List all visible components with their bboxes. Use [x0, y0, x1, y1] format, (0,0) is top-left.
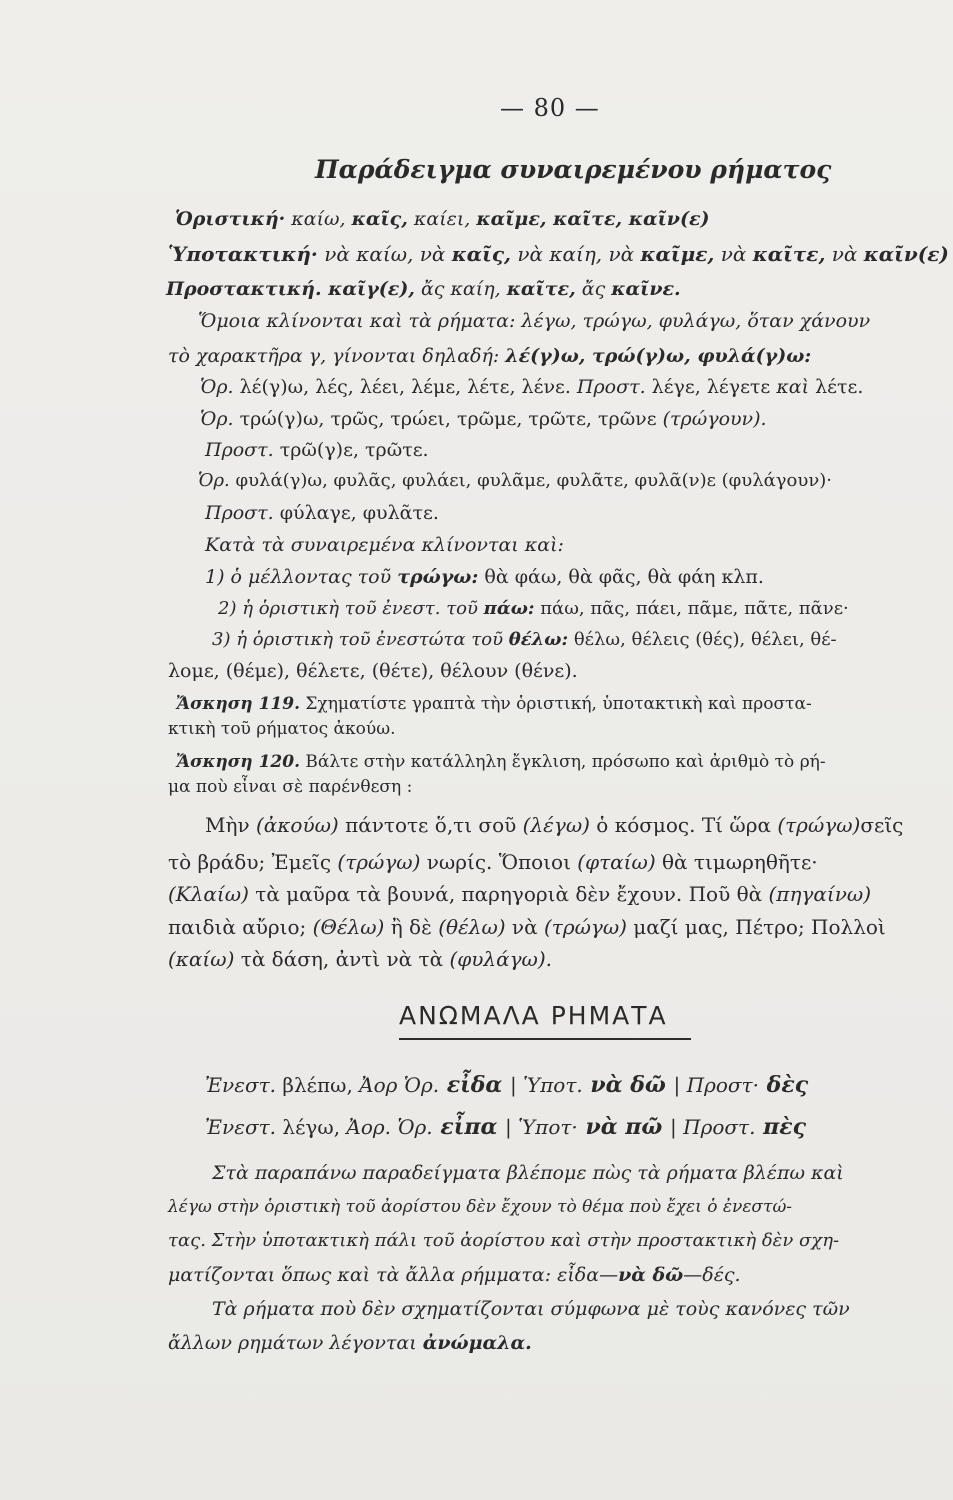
text-italic: 3) ἡ ὁριστικὴ τοῦ ἐνεστώτα τοῦ — [212, 629, 509, 650]
text-line: λομε, (θέμε), θέλετε, (θέτε), θέλουν (θένε). — [168, 660, 578, 682]
text-line — [200, 374, 863, 400]
exercise-line — [176, 749, 826, 775]
text: ὁ κόσμος. Τί ὥρα — [589, 813, 778, 837]
text-italic: (φυλάγω). — [449, 947, 553, 971]
label: Ἐνεστ. — [205, 1073, 277, 1097]
text: θέλω, θέλεις (θές), θέλει, θέ- — [568, 629, 837, 650]
text-line — [212, 627, 837, 653]
text: —δές. — [683, 1264, 741, 1286]
text: ἢ δὲ — [384, 915, 439, 939]
text-italic: (λέγω) — [522, 813, 590, 837]
text-italic: (φταίω) — [577, 850, 656, 874]
text: λέγε, λέγετε — [645, 376, 777, 398]
text-italic: (τρώγουν). — [662, 408, 767, 430]
text: νωρίς. Ὅποιοι — [420, 850, 578, 874]
exercise-label: Ἄσκηση 119. — [176, 694, 300, 714]
exercise-line: κτικὴ τοῦ ρήματος ἀκούω. — [168, 719, 396, 739]
text: νὰ — [825, 242, 864, 266]
section-heading: ΑΝΩΜΑΛΑ ΡΗΜΑΤΑ — [399, 1001, 668, 1030]
exercise-text-line — [168, 849, 818, 875]
exercise-text-line — [168, 946, 552, 972]
text-bold: νὰ δῶ — [618, 1264, 684, 1286]
paragraph-line: Στὰ παραπάνω παραδείγματα βλέπομε πὼς τὰ ρήματα βλέπω καὶ — [212, 1162, 844, 1184]
separator: | — [673, 1073, 687, 1097]
text-bold: καῖμε, καῖτε, καῖν(ε) — [476, 208, 710, 230]
label: Ὑποτ. — [523, 1073, 583, 1097]
separator: | — [670, 1115, 684, 1139]
text: τὰ μαῦρα τὰ βουνά, παρηγοριὰ δὲν ἔχουν. Ποῦ θὰ — [248, 882, 769, 906]
text: Σχηματίστε γραπτὰ τὴν ὁριστική, ὑποτακτικὴ καὶ προστα- — [300, 694, 812, 714]
text-italic: 2) ἡ ὁριστικὴ τοῦ ἐνεστ. τοῦ — [218, 598, 484, 619]
text-bold: καῖν(ε) — [863, 242, 949, 266]
text: Μὴν — [205, 813, 256, 837]
text-italic: 1) ὁ μέλλοντας τοῦ — [205, 566, 398, 588]
text: λέτε. — [809, 376, 864, 398]
paragraph-line: Τὰ ρήματα ποὺ δὲν σχηματίζονται σύμφωνα μὲ τοὺς κανόνες τῶν — [212, 1298, 850, 1320]
label: Ἀορ. Ὁρ. — [346, 1115, 433, 1139]
label: Προστ. — [205, 502, 274, 524]
label: Ὁριστική· — [175, 208, 286, 230]
heading-underline — [399, 1038, 691, 1040]
paragraph-line — [168, 1262, 741, 1288]
text: φύλαγε, φυλᾶτε. — [273, 502, 439, 524]
text: ματίζονται ὅπως καὶ τὰ ἄλλα ρήμματα: εἶδα— — [168, 1264, 619, 1286]
text-italic: (τρώγω) — [777, 813, 861, 837]
exercise-label: Ἄσκηση 120. — [176, 752, 300, 772]
text-bold: καῖγ(ε), — [321, 278, 415, 300]
text: ἄς — [575, 278, 612, 300]
text: νὰ καίη, νὰ — [510, 242, 641, 266]
text: πάντοτε ὅ,τι σοῦ — [338, 813, 523, 837]
text-bold: πὲς — [755, 1114, 806, 1140]
text-line — [168, 343, 811, 369]
page-number: — 80 — — [500, 94, 600, 122]
text-line — [205, 564, 764, 590]
label: Προστ. — [205, 439, 274, 461]
verb-row — [205, 1072, 808, 1098]
text: νὰ — [505, 915, 544, 939]
text-bold: λέ(γ)ω, τρώ(γ)ω, φυλά(γ)ω: — [505, 345, 812, 367]
text-bold: καῖς, — [451, 242, 511, 266]
text-line — [166, 276, 681, 302]
text-line — [168, 241, 949, 267]
label: Προστ. — [576, 376, 646, 398]
label: Ὑποτακτική· — [168, 242, 318, 266]
exercise-text-line — [168, 881, 871, 907]
label: Προστ· — [686, 1073, 759, 1097]
text-bold: καῖς, — [351, 208, 408, 230]
text-bold: καῖτε, — [752, 242, 826, 266]
label: Προστακτική. — [166, 278, 322, 300]
text-bold: νὰ δῶ — [582, 1072, 674, 1098]
text-italic: (ἀκούω) — [255, 813, 339, 837]
text-italic: (πηγαίνω) — [768, 882, 871, 906]
text: τὰ δάση, ἀντὶ νὰ τὰ — [234, 947, 450, 971]
text-bold: καῖτε, — [506, 278, 576, 300]
text: ἄλλων ρημάτων λέγονται — [168, 1332, 423, 1354]
text: τὸ βράδυ; Ἐμεῖς — [168, 850, 338, 874]
text: λέγω, — [276, 1115, 347, 1139]
label: Ὁρ. — [200, 408, 234, 430]
text-line — [175, 206, 710, 232]
label: Προστ. — [683, 1115, 756, 1139]
exercise-text-line — [168, 914, 886, 940]
paragraph-line: λέγω στὴν ὁριστικὴ τοῦ ἀορίστου δὲν ἔχουν τὸ θέμα ποὺ ἔχει ὁ ἐνεστώ- — [168, 1197, 793, 1217]
text: Βάλτε στὴν κατάλληλη ἔγκλιση, πρόσωπο καὶ ἀριθμὸ τὸ ρή- — [300, 752, 826, 772]
exercise-line: μα ποὺ εἶναι σὲ παρένθεση : — [168, 777, 413, 797]
text-line — [205, 437, 429, 463]
section-title: Παράδειγμα συναιρεμένου ρήματος — [315, 155, 832, 184]
text: ἄς καίη, — [414, 278, 507, 300]
text-bold: δὲς — [758, 1072, 809, 1098]
text: μαζί μας, Πέτρο; Πολλοὶ — [626, 915, 886, 939]
text-line — [200, 406, 767, 432]
exercise-line — [176, 691, 812, 717]
text: φυλά(γ)ω, φυλᾶς, φυλάει, φυλᾶμε, φυλᾶτε, φυλᾶ(ν)ε (φυλάγουν)· — [229, 470, 833, 491]
text-italic: (Κλαίω) — [168, 882, 249, 906]
text-line: Κατὰ τὰ συναιρεμένα κλίνονται καὶ: — [205, 534, 564, 556]
paragraph-line: τας. Στὴν ὑποτακτικὴ πάλι τοῦ ἀορίστου καὶ στὴν προστακτικὴ δὲν σχη- — [168, 1230, 840, 1251]
text-italic: (καίω) — [168, 947, 235, 971]
text-italic: (Θέλω) — [312, 915, 385, 939]
label: Ἐνεστ. — [205, 1115, 277, 1139]
text: καίει, — [407, 208, 477, 230]
text: νὰ — [714, 242, 753, 266]
text: βλέπω, — [276, 1073, 360, 1097]
text-line — [198, 468, 832, 494]
text-italic: (τρώγω) — [543, 915, 627, 939]
text-bold: καῖνε. — [611, 278, 681, 300]
label: Ὑποτ· — [518, 1115, 578, 1139]
text-line — [205, 500, 439, 526]
text-italic: καὶ — [776, 376, 810, 398]
text: τὸ χαρακτῆρα γ, γίνονται δηλαδή: — [168, 345, 506, 367]
text: πάω, πᾶς, πάει, πᾶμε, πᾶτε, πᾶνε· — [534, 598, 849, 619]
label: Ὁρ. — [198, 470, 230, 491]
text-bold: εἶπα — [432, 1114, 506, 1140]
text-line — [218, 596, 849, 622]
text-bold: τρώγω: — [397, 566, 479, 588]
text-bold: ἀνώμαλα. — [422, 1332, 532, 1354]
text: θὰ τιμωρηθῆτε· — [655, 850, 818, 874]
text: θὰ φάω, θὰ φᾶς, θὰ φάη κλπ. — [478, 566, 764, 588]
separator: | — [510, 1073, 524, 1097]
verb-row — [205, 1114, 806, 1140]
text: λέ(γ)ω, λές, λέει, λέμε, λέτε, λένε. — [233, 376, 577, 398]
paragraph-line — [168, 1330, 532, 1356]
text-bold: πάω: — [483, 598, 535, 619]
text: τρώ(γ)ω, τρῶς, τρώει, τρῶμε, τρῶτε, τρῶνε — [233, 408, 663, 430]
text: νὰ καίω, νὰ — [317, 242, 452, 266]
text: παιδιὰ αὔριο; — [168, 915, 313, 939]
label: Ἀορ Ὁρ. — [359, 1073, 440, 1097]
text-italic: (τρώγω) — [337, 850, 421, 874]
text-line: Ὅμοια κλίνονται καὶ τὰ ρήματα: λέγω, τρώγω, φυλάγω, ὅταν χάνουν — [198, 310, 871, 332]
text-bold: νὰ πῶ — [577, 1114, 671, 1140]
text: σεῖς — [860, 813, 904, 837]
text-bold: καῖμε, — [640, 242, 715, 266]
text-italic: (θέλω) — [438, 915, 506, 939]
text-bold: εἶδα — [439, 1072, 511, 1098]
text: καίω, — [285, 208, 352, 230]
text: τρῶ(γ)ε, τρῶτε. — [273, 439, 429, 461]
exercise-text-line — [205, 812, 903, 838]
label: Ὁρ. — [200, 376, 234, 398]
separator: | — [505, 1115, 519, 1139]
text-bold: θέλω: — [508, 629, 569, 650]
